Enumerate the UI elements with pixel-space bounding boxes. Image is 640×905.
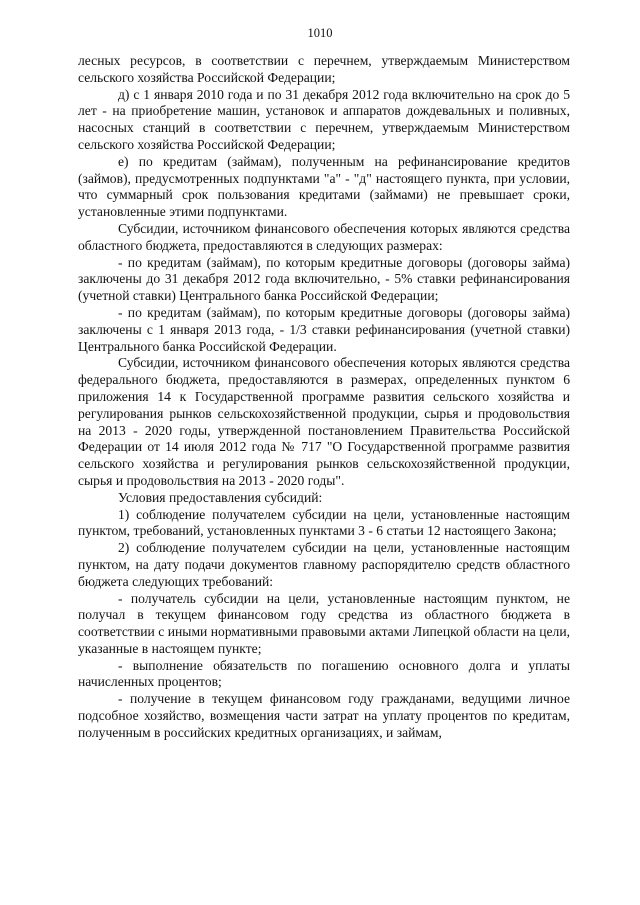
paragraph-requirement-no-other-funds: - получатель субсидии на цели, установленные настоящим пунктом, не получал в текущем финансовом году средства из областного бюджета в соответствии с иными нормативными правовыми актами Липецкой области на цели, указанные в настоящем пункте; [78,590,570,656]
paragraph-requirement-obligations: - выполнение обязательств по погашению основного долга и уплаты начисленных процентов; [78,657,570,690]
paragraph-condition-1: 1) соблюдение получателем субсидии на цели, установленные настоящим пунктом, требований, установленных пунктами 3 - 6 статьи 12 настоящего Закона; [78,506,570,539]
paragraph-conditions-heading: Условия предоставления субсидий: [118,489,323,505]
paragraph-item-d: д) с 1 января 2010 года и по 31 декабря 2012 года включительно на срок до 5 лет - на приобретение машин, установок и аппаратов дождевальных и поливных, насосных станций в соответствии с перечнем, утверждаемым Министерством сельского хозяйства Российской Федерации; [78,86,570,152]
paragraph-regional-subsidy-sizes: Субсидии, источником финансового обеспечения которых являются средства областного бюджета, предоставляются в следующих размерах: [78,220,570,253]
page-number: 1010 [307,26,333,40]
paragraph-continuation: лесных ресурсов, в соответствии с перечнем, утверждаемым Министерством сельского хозяйства Российской Федерации; [78,53,570,85]
paragraph-condition-2: 2) соблюдение получателем субсидии на цели, установленные настоящим пунктом, на дату подачи документов главному распорядителю средств областного бюджета следующих требований: [78,540,570,589]
paragraph-item-e: е) по кредитам (займам), полученным на рефинансирование кредитов (займов), предусмотренных подпунктами "а" - "д" настоящего пункта, при условии, что суммарный срок пользования кредитами (займами) не превышает сроки, установленные этими подпунктами. [78,153,570,220]
document-body [78,53,570,742]
paragraph-requirement-households: - получение в текущем финансовом году гражданами, ведущими личное подсобное хозяйство, возмещения части затрат на уплату процентов по кредитам, полученным в российских кредитных организациях, и займам, [78,691,570,740]
paragraph-rate-before-2013: - по кредитам (займам), по которым кредитные договоры (договоры займа) заключены до 31 декабря 2012 года включительно, - 5% ставки рефинансирования (учетной ставки) Центрального банка Российской Федерации; [78,254,570,304]
paragraph-federal-subsidy-sizes: Субсидии, источником финансового обеспечения которых являются средства федерального бюджета, предоставляются в размерах, определенных пунктом 6 приложения 14 к Государственной программе развития сельского хозяйства и регулирования рынков сельскохозяйственной продукции, сырья и продовольствия на 2013 - 2020 годы, утвержденной постановлением Правительства Российской Федерации от 14 июля 2012 года № 717 "О Государственной программе развития сельского хозяйства и регулирования рынков сельскохозяйственной продукции, сырья и продовольствия на 2013 - 2020 годы". [78,355,570,488]
paragraph-rate-from-2013: - по кредитам (займам), по которым кредитные договоры (договоры займа) заключены с 1 января 2013 года, - 1/3 ставки рефинансирования (учетной ставки) Центрального банка Российской Федерации. [78,304,570,354]
